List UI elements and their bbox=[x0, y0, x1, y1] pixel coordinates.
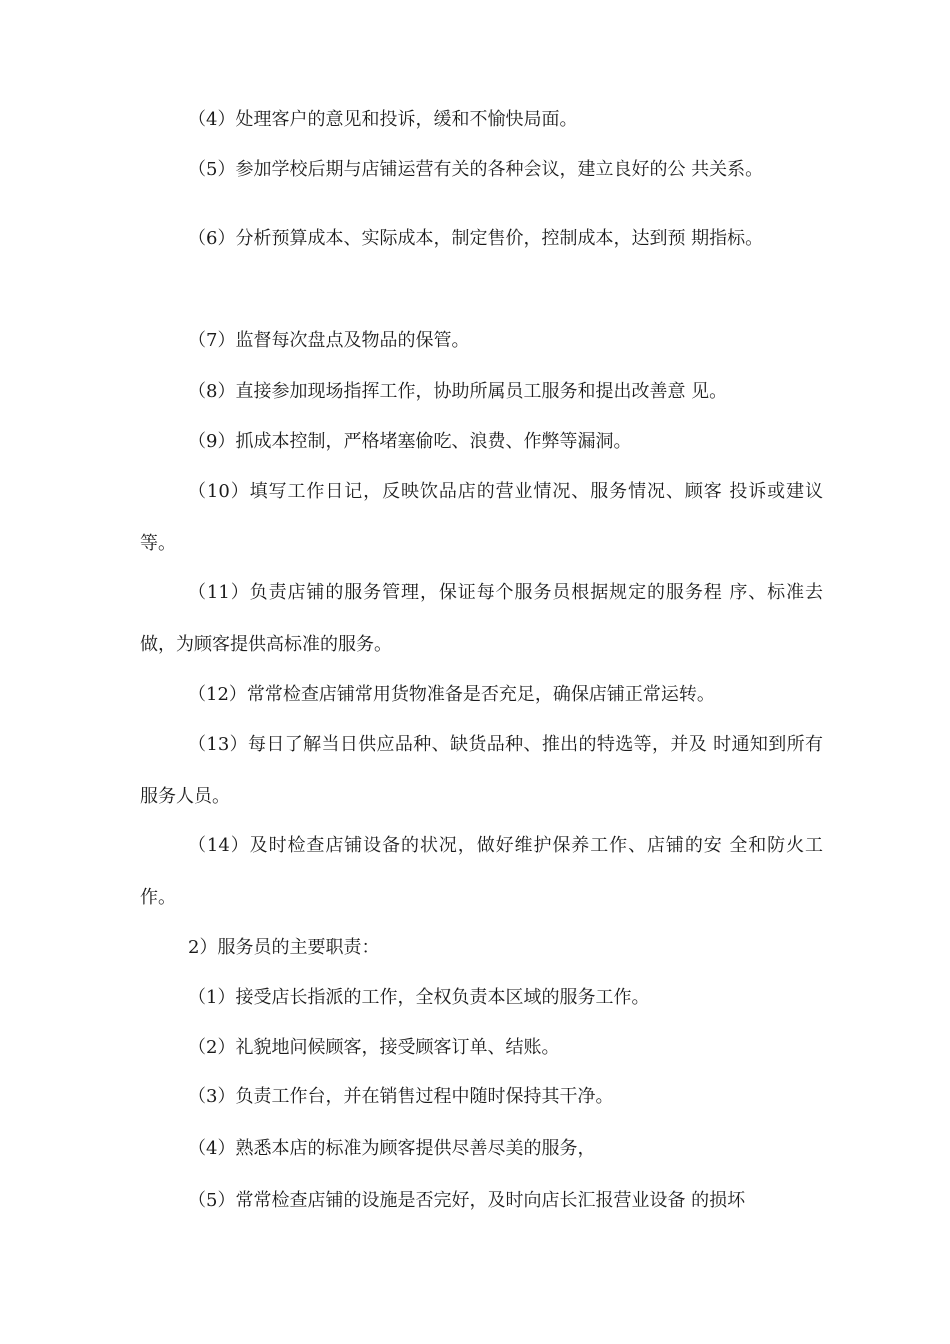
paragraph-duty-10: （10）填写工作日记，反映饮品店的营业情况、服务情况、顾客 投诉或建议等。 bbox=[140, 481, 823, 554]
paragraph-duty-4: （4）处理客户的意见和投诉，缓和不愉快局面。 bbox=[188, 109, 578, 130]
paragraph-duty-13: （13）每日了解当日供应品种、缺货品种、推出的特选等，并及 时通知到所有服务人员。 bbox=[140, 734, 823, 807]
paragraph-duty-5: （5）参加学校后期与店铺运营有关的各种会议，建立良好的公 共关系。 bbox=[188, 159, 764, 180]
paragraph-waiter-duty-2: （2）礼貌地问候顾客，接受顾客订单、结账。 bbox=[188, 1037, 560, 1058]
paragraph-duty-7: （7）监督每次盘点及物品的保管。 bbox=[188, 330, 470, 351]
paragraph-duty-12: （12）常常检查店铺常用货物准备是否充足，确保店铺正常运转。 bbox=[188, 684, 715, 705]
paragraph-waiter-duty-4: （4）熟悉本店的标准为顾客提供尽善尽美的服务， bbox=[188, 1138, 596, 1159]
paragraph-duty-14: （14）及时检查店铺设备的状况，做好维护保养工作、店铺的安 全和防火工作。 bbox=[140, 835, 823, 908]
paragraph-waiter-duty-1: （1）接受店长指派的工作，全权负责本区域的服务工作。 bbox=[188, 987, 650, 1008]
paragraph-duty-9: （9）抓成本控制，严格堵塞偷吃、浪费、作弊等漏洞。 bbox=[188, 431, 632, 452]
paragraph-duty-8: （8）直接参加现场指挥工作，协助所属员工服务和提出改善意 见。 bbox=[188, 381, 728, 402]
paragraph-waiter-duty-5: （5）常常检查店铺的设施是否完好，及时向店长汇报营业设备 的损坏 bbox=[188, 1190, 746, 1211]
paragraph-waiter-duty-3: （3）负责工作台，并在销售过程中随时保持其干净。 bbox=[188, 1086, 614, 1107]
section-heading-waiter-duties: 2）服务员的主要职责： bbox=[188, 937, 380, 958]
paragraph-duty-11: （11）负责店铺的服务管理，保证每个服务员根据规定的服务程 序、标准去做，为顾客提供高标准的服务。 bbox=[140, 582, 823, 655]
paragraph-duty-6: （6）分析预算成本、实际成本，制定售价，控制成本，达到预 期指标。 bbox=[188, 228, 764, 249]
